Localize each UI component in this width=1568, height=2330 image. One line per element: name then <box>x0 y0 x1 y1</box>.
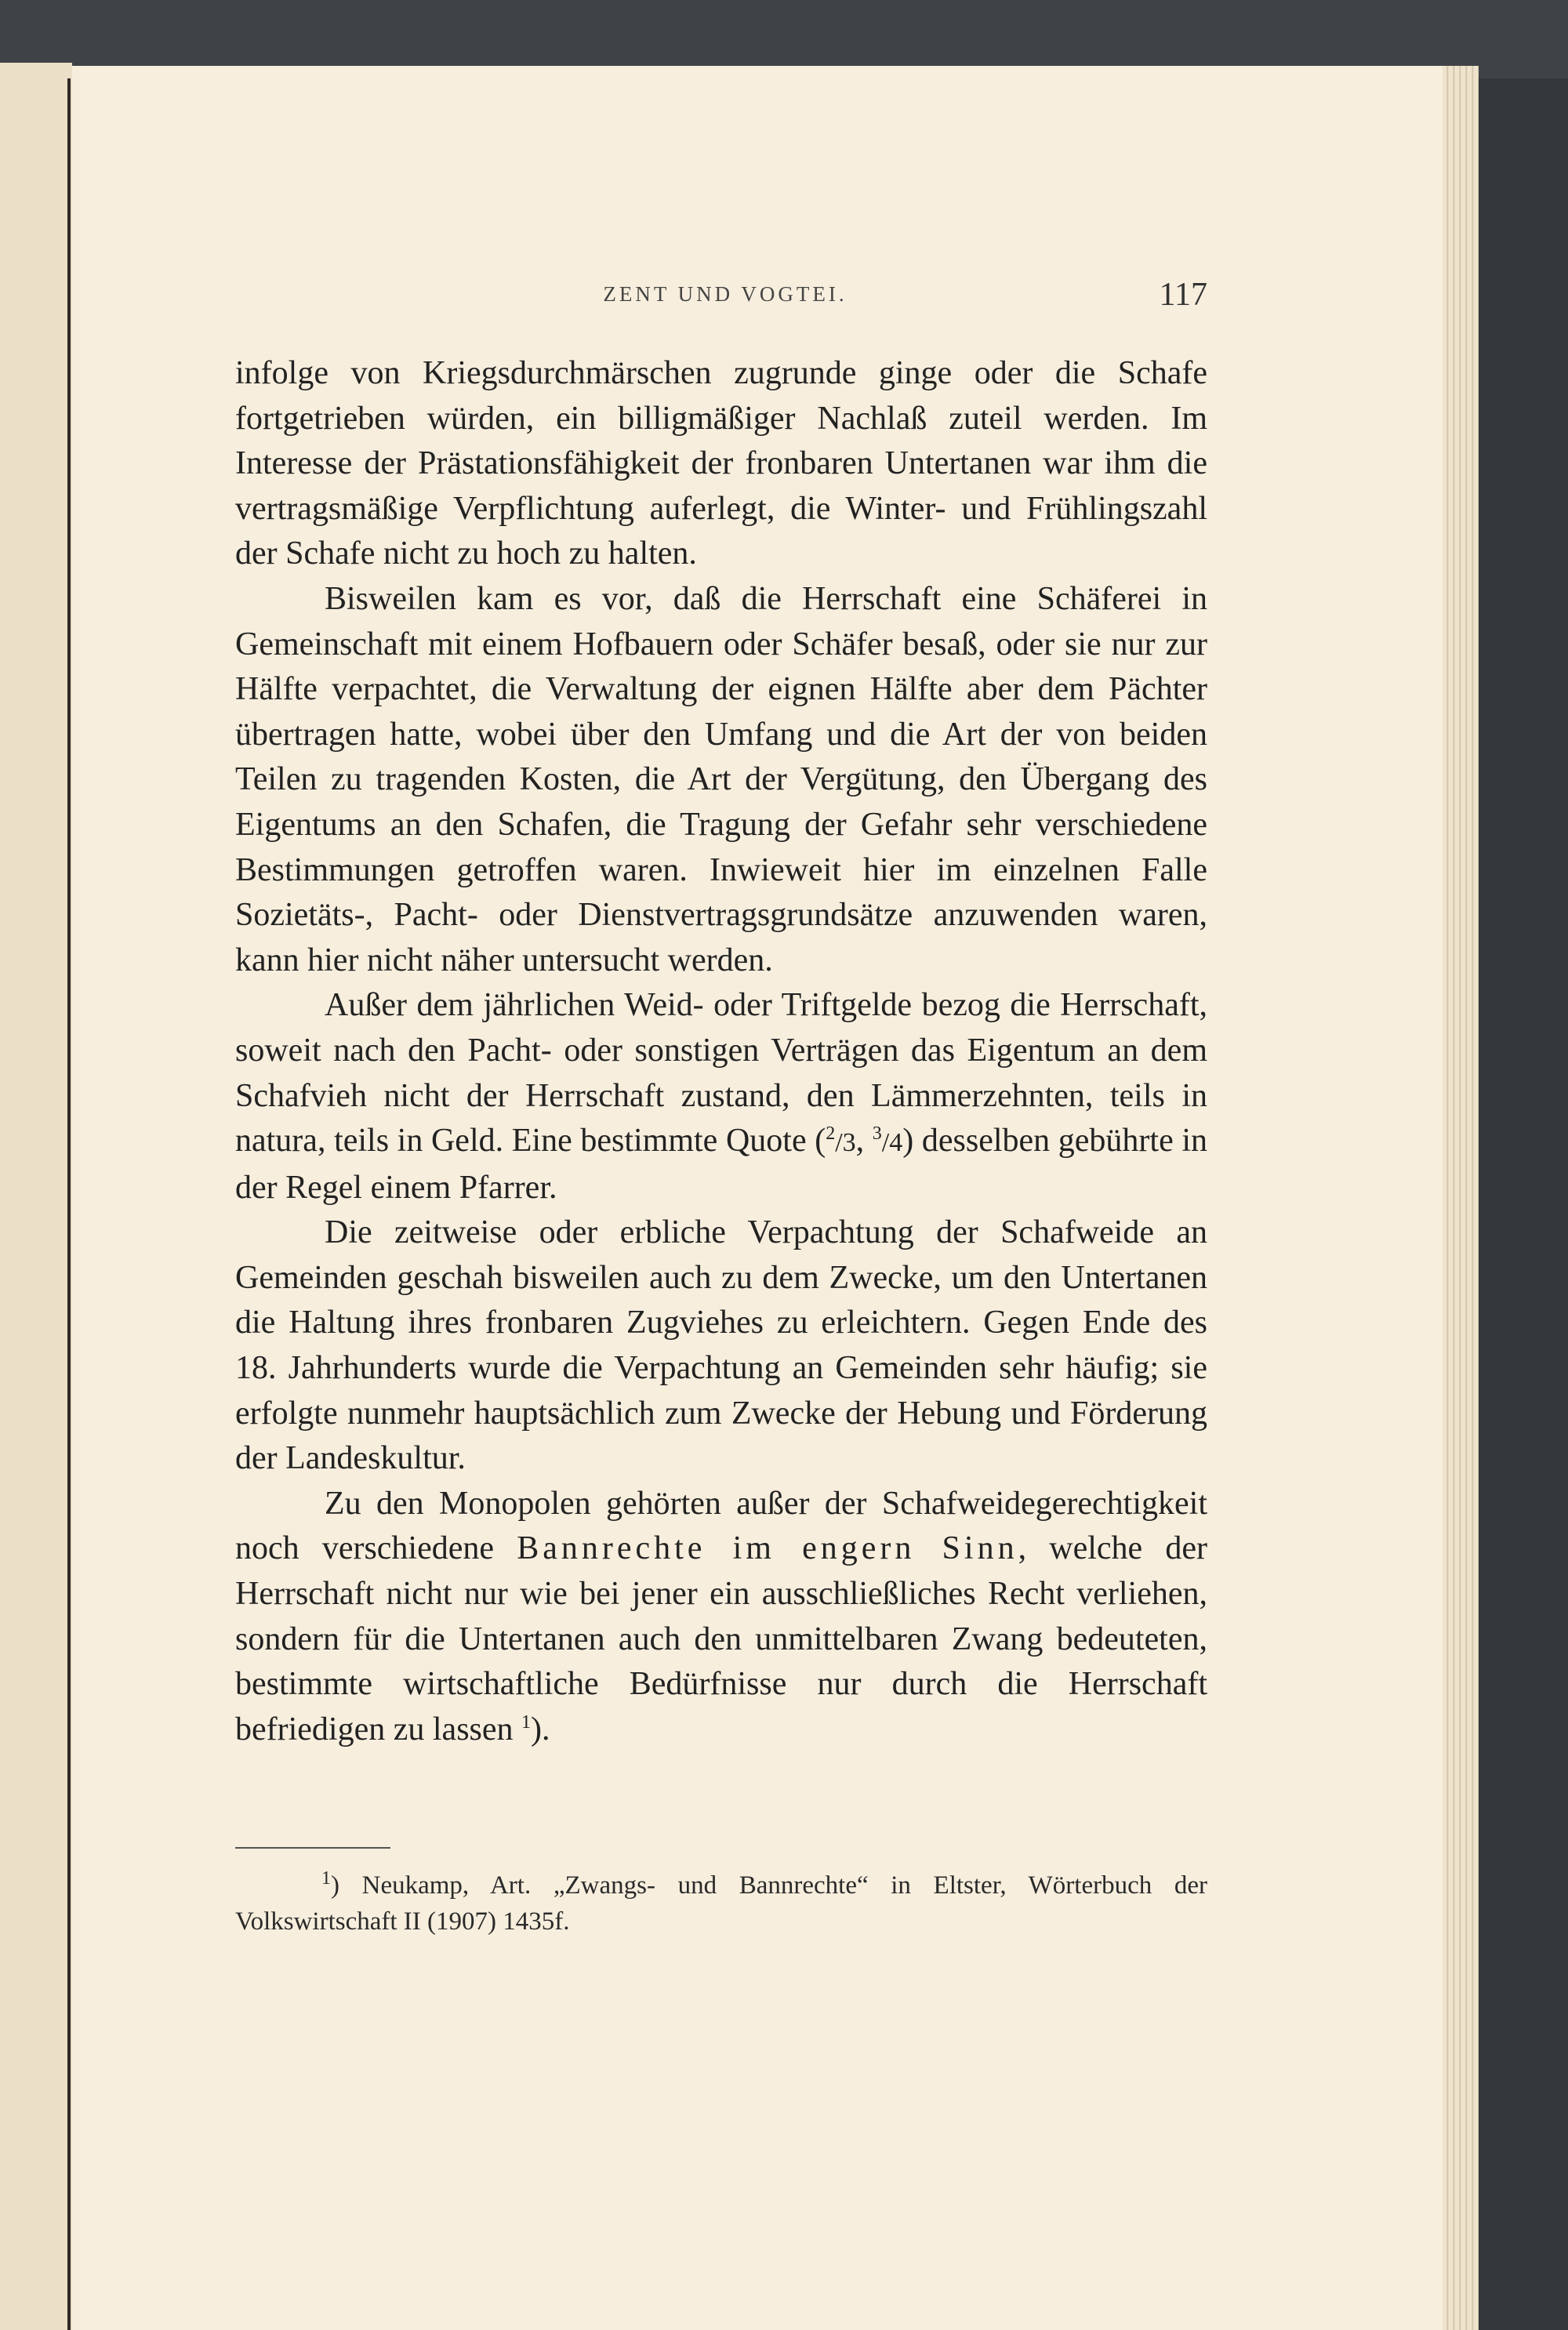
body-text <box>235 351 1207 1752</box>
footnote-text <box>235 1867 1207 1940</box>
footnote-body: ) Neukamp, Art. „Zwangs- und Bannrechte“ in Eltster, Wörterbuch der Volkswirtschaft II (1907) 1435f. <box>235 1871 1207 1936</box>
binding-shadow <box>67 78 71 2330</box>
paragraph-5-text-a: Zu den Monopolen gehörten außer der Schafweidegerechtigkeit noch verschiedene <box>235 1485 1207 1567</box>
spaced-term: Bannrechte im engern Sinn <box>517 1530 1018 1567</box>
paragraph-5-text-end: ). <box>531 1711 550 1748</box>
paragraph-1: infolge von Kriegsdurchmärschen zugrunde ginge oder die Schafe fortgetrieben würden, ein billigmäßiger Nachlaß zuteil werden. Im Interesse der Prästationsfähigkeit der fronbaren Untertanen war ihm die vertragsmäßige Verpflichtung auferlegt, die Winter- und Frühlingszahl der Schafe nicht zu hoch zu halten. <box>235 355 1207 572</box>
page-stack-edge <box>1443 66 1479 2330</box>
fraction-2-denominator: /4 <box>881 1128 903 1158</box>
paragraph-5-text-b: , welche der Herrschaft nicht nur wie bei jener ein ausschließliches Recht verliehen, sondern für die Untertanen auch den unmittelbaren Zwang bedeuteten, bestimmte wirtschaftliche Bedürfnisse nur durch die Herrschaft befriedigen zu lassen <box>235 1530 1207 1748</box>
left-page-edge <box>0 63 72 2330</box>
background-right <box>1479 78 1568 2330</box>
paragraph-3 <box>235 983 1207 1210</box>
fraction-1-denominator: /3 <box>835 1128 856 1158</box>
footnote-rule <box>235 1847 390 1849</box>
footnote-reference: 1 <box>521 1711 532 1733</box>
page-number: 117 <box>1159 277 1207 313</box>
paragraph-3-text-a: Außer dem jährlichen Weid- oder Triftgelde bezog die Herrschaft, soweit nach den Pacht- oder sonstigen Verträgen das Eigentum an dem Schafvieh nicht der Herrschaft zustand, den Lämmerzehnten, teils in natura, teils in Geld. Eine bestimmte Quote ( <box>235 987 1207 1160</box>
paragraph-3-text-b: ) desselben gebührte in der Regel einem Pfarrer. <box>235 1123 1208 1206</box>
paragraph-4: Die zeitweise oder erbliche Verpachtung der Schafweide an Gemeinden geschah bisweilen auch zu dem Zwecke, um den Untertanen die Haltung ihres fronbaren Zugviehes zu erleichtern. Gegen Ende des 18. Jahrhunderts wurde die Verpachtung an Gemeinden sehr häufig; sie erfolgte nunmehr hauptsächlich zum Zwecke der Hebung und Förderung der Landeskultur. <box>235 1214 1207 1477</box>
running-head: ZENT UND VOGTEI. <box>603 282 848 306</box>
fraction-1-numerator: 2 <box>826 1123 836 1145</box>
fraction-2-numerator: 3 <box>872 1123 882 1145</box>
paragraph-2: Bisweilen kam es vor, daß die Herrschaft eine Schäferei in Gemeinschaft mit einem Hofbauern oder Schäfer besaß, oder sie nur zur Hälfte verpachtet, die Verwaltung der eignen Hälfte aber dem Pächter übertragen hatte, wobei über den Umfang und die Art der von beiden Teilen zu tragenden Kosten, die Art der Vergütung, den Übergang des Eigentums an den Schafen, die Tragung der Gefahr sehr verschiedene Bestimmungen getroffen waren. Inwieweit hier im einzelnen Falle Sozietäts-, Pacht- oder Dienstvertragsgrundsätze anzuwenden waren, kann hier nicht näher untersucht werden. <box>235 580 1207 978</box>
footnote-marker: 1 <box>321 1868 331 1889</box>
paragraph-5 <box>235 1482 1207 1753</box>
footnote <box>235 1867 1207 1940</box>
paragraph-3-separator: , <box>855 1123 873 1160</box>
